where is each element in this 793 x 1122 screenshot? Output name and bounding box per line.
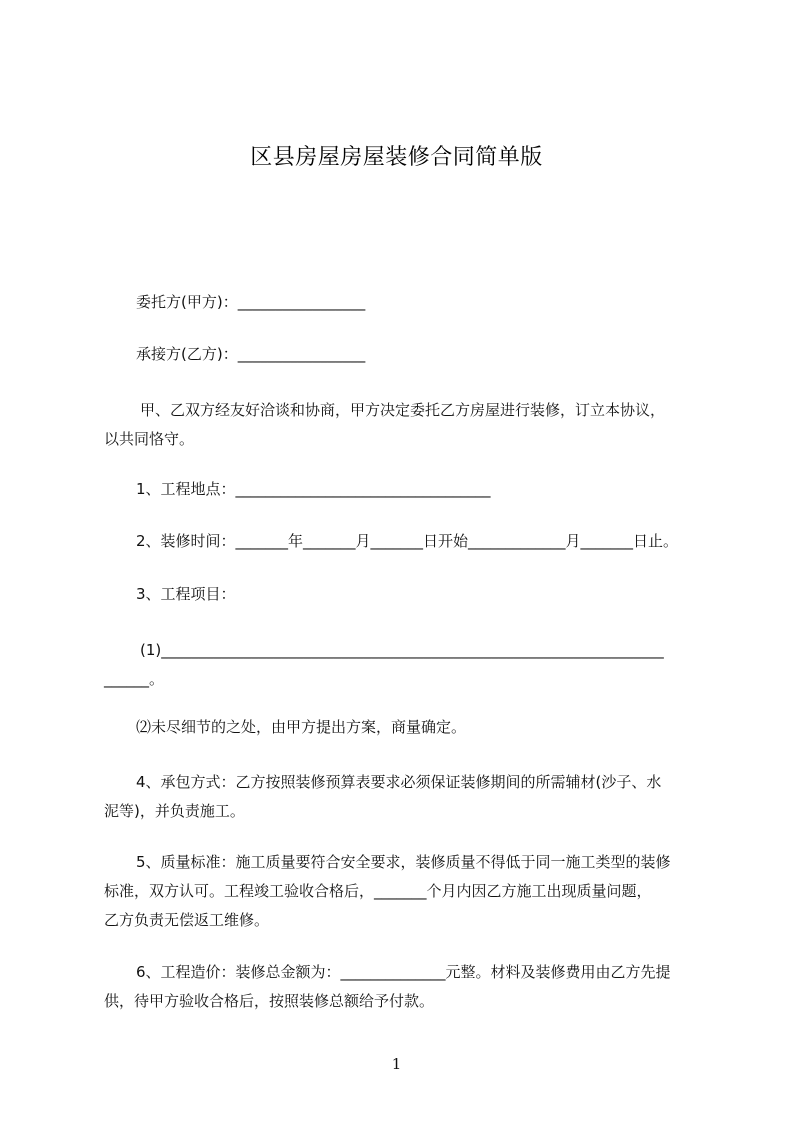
item-1-line-2: ______。 xyxy=(104,670,165,688)
intro-paragraph xyxy=(104,396,714,454)
item-2-line: ⑵未尽细节的之处，由甲方提出方案，商量确定。 xyxy=(136,718,467,736)
intro-line-1: 甲、乙双方经友好洽谈和协商，甲方决定委托乙方房屋进行装修，订立本协议， xyxy=(140,401,666,419)
party-b-line: 承接方(乙方)：_________________ xyxy=(136,345,366,363)
clause-5-line-1: 5、质量标准：施工质量要符合安全要求，装修质量不得低于同一施工类型的装修 xyxy=(136,853,671,871)
clause-6-line-1: 6、工程造价：装修总金额为：______________元整。材料及装修费用由乙方先提 xyxy=(136,963,671,981)
clause-4-paragraph xyxy=(104,768,714,826)
clause-5-line-3: 乙方负责无偿返工维修。 xyxy=(104,911,270,929)
clause-5-paragraph xyxy=(104,848,714,935)
clause-6-line-2: 供，待甲方验收合格后，按照装修总额给予付款。 xyxy=(104,992,435,1010)
clause-1-location: 1、工程地点：__________________________________ xyxy=(136,480,491,498)
clause-6-paragraph xyxy=(104,958,714,1016)
item-1-line-1: (1)___________________________________________________________________ xyxy=(140,641,664,659)
clause-3-items: 3、工程项目： xyxy=(136,585,236,603)
clause-2-schedule: 2、装修时间：_______年_______月_______日开始_____________月_______日止。 xyxy=(136,532,679,550)
party-a-line: 委托方(甲方)：_________________ xyxy=(136,293,366,311)
intro-line-2: 以共同恪守。 xyxy=(104,430,195,448)
item-1-paragraph xyxy=(104,636,714,694)
clause-4-line-2: 泥等)，并负责施工。 xyxy=(104,802,245,820)
clause-5-line-2: 标准，双方认可。工程竣工验收合格后，_______个月内因乙方施工出现质量问题， xyxy=(104,882,652,900)
document-title: 区县房屋房屋装修合同简单版 xyxy=(250,145,543,170)
clause-4-line-1: 4、承包方式：乙方按照装修预算表要求必须保证装修期间的所需辅材(沙子、水 xyxy=(136,773,662,791)
page-number: 1 xyxy=(391,1055,402,1073)
